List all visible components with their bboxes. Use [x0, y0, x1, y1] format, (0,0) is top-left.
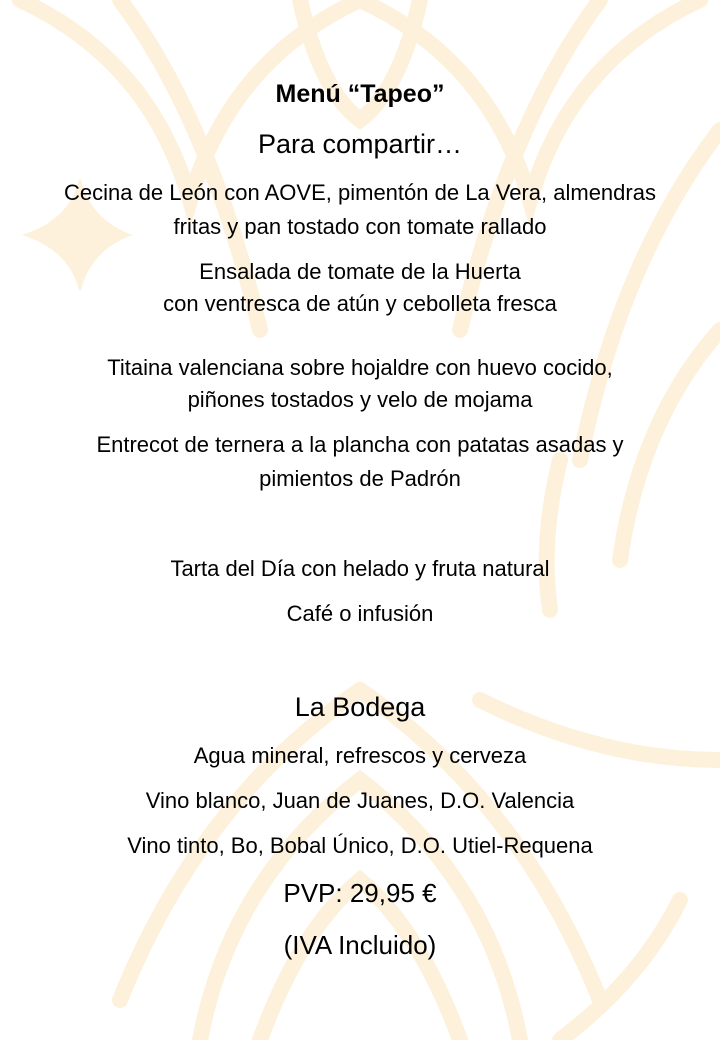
dish-titaina-line-2: piñones tostados y velo de mojama [187, 387, 533, 412]
dish-cecina-line-2: fritas y pan tostado con tomate rallado [173, 214, 547, 239]
dish-entrecot-line-2: pimientos de Padrón [259, 466, 461, 491]
section-heading-para-compartir: Para compartir… [257, 129, 463, 159]
drink-vino-blanco: Vino blanco, Juan de Juanes, D.O. Valencia [145, 788, 575, 813]
dish-ensalada-line-2: con ventresca de atún y cebolleta fresca [163, 291, 557, 316]
dish-cecina-line-1: Cecina de León con AOVE, pimentón de La Vera, almendras [64, 180, 656, 205]
drink-agua-refrescos: Agua mineral, refrescos y cerveza [193, 743, 527, 768]
menu-title: Menú “Tapeo” [275, 80, 445, 108]
dish-entrecot-line-1: Entrecot de ternera a la plancha con patatas asadas y [96, 432, 624, 457]
dish-ensalada-line-1: Ensalada de tomate de la Huerta [199, 259, 521, 284]
dessert-item: Tarta del Día con helado y fruta natural [170, 556, 550, 581]
tax-note: (IVA Incluido) [283, 930, 437, 960]
coffee-item: Café o infusión [286, 601, 434, 626]
dish-titaina-line-1: Titaina valenciana sobre hojaldre con huevo cocido, [107, 355, 613, 380]
price-label: PVP: 29,95 € [283, 878, 437, 908]
section-heading-la-bodega: La Bodega [294, 692, 426, 722]
drink-vino-tinto: Vino tinto, Bo, Bobal Único, D.O. Utiel-Requena [127, 833, 593, 858]
